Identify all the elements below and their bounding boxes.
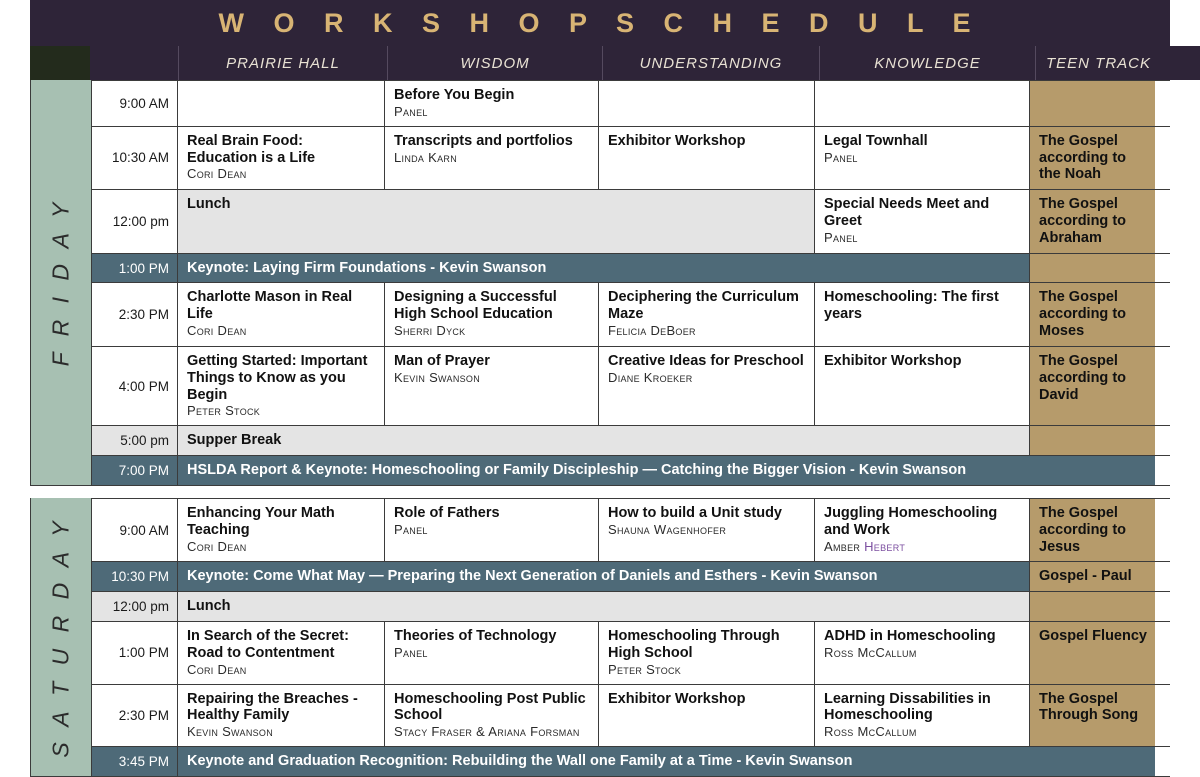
session-cell[interactable] [1030,622,1155,684]
session-cell[interactable] [1030,190,1155,252]
day-section [30,498,1170,777]
time-label: 1:00 PM [92,622,178,684]
table-row [92,562,1170,592]
lunch-label: Lunch [187,196,231,213]
session-title: Homeschooling: The first years [824,289,999,323]
session-speaker: Linda Karn [394,149,458,165]
session-title: Special Needs Meet and Greet [824,196,990,229]
session-title: Gospel Fluency [1039,627,1147,644]
session-title: Man of Prayer [394,352,490,369]
session-cell[interactable] [1030,426,1155,455]
session-cell[interactable] [599,499,815,561]
session-title: Juggling Homeschooling and Work [824,504,998,538]
break-cell [178,592,1030,621]
header-day-spacer [30,46,90,80]
break-cell [178,426,1030,455]
time-label: 10:30 AM [92,127,178,189]
session-cell[interactable] [599,81,815,126]
session-title: Learning Dissabilities in Homeschooling [824,690,991,724]
session-title: Exhibitor Workshop [824,352,962,369]
session-title: Charlotte Mason in Real Life [187,289,353,323]
session-cell[interactable] [385,685,599,747]
day-label-text: F R I D A Y [47,198,74,367]
table-row [92,592,1170,622]
lunch-cell [178,190,815,252]
session-title: Theories of Technology [394,627,557,644]
column-header-row [0,46,1200,80]
day-label [30,498,92,777]
table-row [92,622,1170,685]
session-cell[interactable] [599,622,815,684]
session-speaker: Ross McCallum [824,644,917,660]
session-speaker: Panel [824,149,858,165]
time-label: 4:00 PM [92,347,178,425]
session-cell[interactable] [178,283,385,345]
column-header-prairie-hall: PRAIRIE HALL [178,46,387,80]
table-row [92,498,1170,562]
session-title: Real Brain Food: Education is a Life [187,132,316,166]
session-title: Before You Begin [394,87,515,103]
time-label: 7:00 PM [92,456,178,485]
time-label: 9:00 AM [92,499,178,561]
session-title: Enhancing Your Math Teaching [187,504,335,538]
keynote-title: Keynote: Laying Firm Foundations - Kevin Swanson [187,259,547,276]
schedule-title-bar [30,0,1170,46]
session-speaker: Felicia DeBoer [608,323,696,339]
session-title: The Gospel according to David [1039,352,1127,403]
session-cell[interactable] [178,499,385,561]
session-cell[interactable] [815,685,1030,747]
session-speaker: Amber Hebert [824,538,906,554]
session-title: Homeschooling Through High School [608,627,780,661]
session-title: In Search of the Secret: Road to Contentment [187,627,349,661]
session-speaker: Cori Dean [187,323,247,339]
session-speaker: Cori Dean [187,166,247,182]
session-cell[interactable] [385,81,599,126]
session-cell[interactable] [815,127,1030,189]
day-section [30,80,1170,486]
session-speaker: Panel [394,644,428,660]
session-cell[interactable] [385,499,599,561]
session-title: ADHD in Homeschooling [824,627,996,644]
session-cell[interactable] [815,283,1030,345]
session-title: Legal Townhall [824,132,928,149]
session-speaker: Panel [394,103,428,119]
keynote-full-cell[interactable] [178,456,1155,485]
session-title: The Gospel according to Jesus [1039,504,1127,555]
session-speaker: Kevin Swanson [187,724,274,740]
session-cell[interactable] [599,347,815,425]
session-cell[interactable] [385,622,599,684]
session-speaker: Cori Dean [187,661,247,677]
session-cell[interactable] [599,685,815,747]
session-cell[interactable] [178,622,385,684]
table-row [92,456,1170,486]
time-label: 5:00 pm [92,426,178,455]
session-cell[interactable] [1030,499,1155,561]
table-row [92,347,1170,426]
session-speaker: Diane Kroeker [608,369,693,385]
session-speaker: Panel [394,521,428,537]
time-label: 10:30 PM [92,562,178,591]
keynote-full-title: Keynote and Graduation Recognition: Rebuilding the Wall one Family at a Time - Kevin Swanson [187,753,853,770]
session-cell[interactable] [815,347,1030,425]
session-speaker: Peter Stock [187,403,261,419]
column-header-teen-track: TEEN TRACK [1035,46,1161,80]
session-cell[interactable] [815,622,1030,684]
session-cell[interactable] [1030,592,1155,621]
column-header-wisdom: WISDOM [387,46,602,80]
session-title: Transcripts and portfolios [394,132,573,149]
session-title: Getting Started: Important Things to Know as you Begin [187,352,368,403]
time-label: 9:00 AM [92,81,178,126]
session-cell[interactable] [178,127,385,189]
session-title: Deciphering the Curriculum Maze [608,289,799,323]
keynote-cell[interactable] [178,562,1030,591]
table-row [92,747,1170,777]
day-label-text: S A T U R D A Y [47,516,74,758]
day-rows [92,498,1170,777]
session-title: Exhibitor Workshop [608,690,746,707]
session-speaker: Ross McCallum [824,724,917,740]
time-label: 2:30 PM [92,283,178,345]
session-speaker: Panel [824,229,858,245]
session-cell[interactable] [178,81,385,126]
session-cell[interactable] [385,127,599,189]
session-speaker: Sherri Dyck [394,323,466,339]
session-title: Gospel - Paul [1039,568,1132,585]
time-label: 1:00 PM [92,254,178,283]
session-cell[interactable] [1030,81,1155,126]
break-label: Lunch [187,598,231,615]
session-cell[interactable] [1030,254,1155,283]
table-row [92,127,1170,190]
column-header-understanding: UNDERSTANDING [602,46,819,80]
session-title: How to build a Unit study [608,504,782,521]
header-time-column [90,46,178,80]
session-cell[interactable] [1030,685,1155,747]
session-cell[interactable] [1030,127,1155,189]
schedule-grid [30,80,1170,777]
table-row [92,685,1170,748]
session-title: The Gospel according to the Noah [1039,132,1127,183]
table-row [92,80,1170,127]
page-title: W O R K S H O P S C H E D U L E [218,7,982,38]
session-title: Repairing the Breaches - Healthy Family [187,690,358,724]
day-rows [92,80,1170,486]
session-cell[interactable] [178,685,385,747]
session-cell[interactable] [815,499,1030,561]
time-label: 2:30 PM [92,685,178,747]
session-cell[interactable] [599,283,815,345]
session-cell[interactable] [599,127,815,189]
session-speaker: Stacy Fraser & Ariana Forsman [394,724,580,740]
header-corner-right [1161,46,1200,80]
session-title: The Gospel according to Abraham [1039,196,1127,246]
session-cell[interactable] [385,283,599,345]
session-title: The Gospel Through Song [1039,690,1139,724]
session-title: Role of Fathers [394,504,500,521]
break-label: Supper Break [187,432,282,449]
table-row [92,254,1170,284]
session-speaker: Cori Dean [187,538,247,554]
table-row [92,426,1170,456]
day-label [30,80,92,486]
session-speaker: Peter Stock [608,661,682,677]
column-header-knowledge: KNOWLEDGE [819,46,1035,80]
session-cell[interactable] [1030,283,1155,345]
session-cell[interactable] [815,190,1030,252]
session-title: Exhibitor Workshop [608,132,746,149]
day-separator [30,486,1170,498]
session-speaker: Kevin Swanson [394,369,481,385]
keynote-full-cell[interactable] [178,747,1155,776]
session-cell[interactable] [385,347,599,425]
session-speaker: Shauna Wagenhofer [608,521,727,537]
session-cell[interactable] [815,81,1030,126]
session-title: Creative Ideas for Preschool [608,352,804,369]
table-row [92,190,1170,253]
session-title: Homeschooling Post Public School [394,690,586,724]
keynote-cell[interactable] [178,254,1030,283]
session-title: The Gospel according to Moses [1039,289,1127,340]
session-title: Designing a Successful High School Education [394,289,557,323]
session-cell[interactable] [1030,347,1155,425]
session-cell[interactable] [1030,562,1155,591]
time-label: 12:00 pm [92,592,178,621]
time-label: 12:00 pm [92,190,178,252]
header-corner-left [0,46,30,80]
keynote-full-title: HSLDA Report & Keynote: Homeschooling or Family Discipleship — Catching the Bigger Vision - Kevin Swanson [187,462,967,479]
table-row [92,283,1170,346]
keynote-title: Keynote: Come What May — Preparing the Next Generation of Daniels and Esthers - Kevin Swanson [187,568,878,585]
time-label: 3:45 PM [92,747,178,776]
session-cell[interactable] [178,347,385,425]
